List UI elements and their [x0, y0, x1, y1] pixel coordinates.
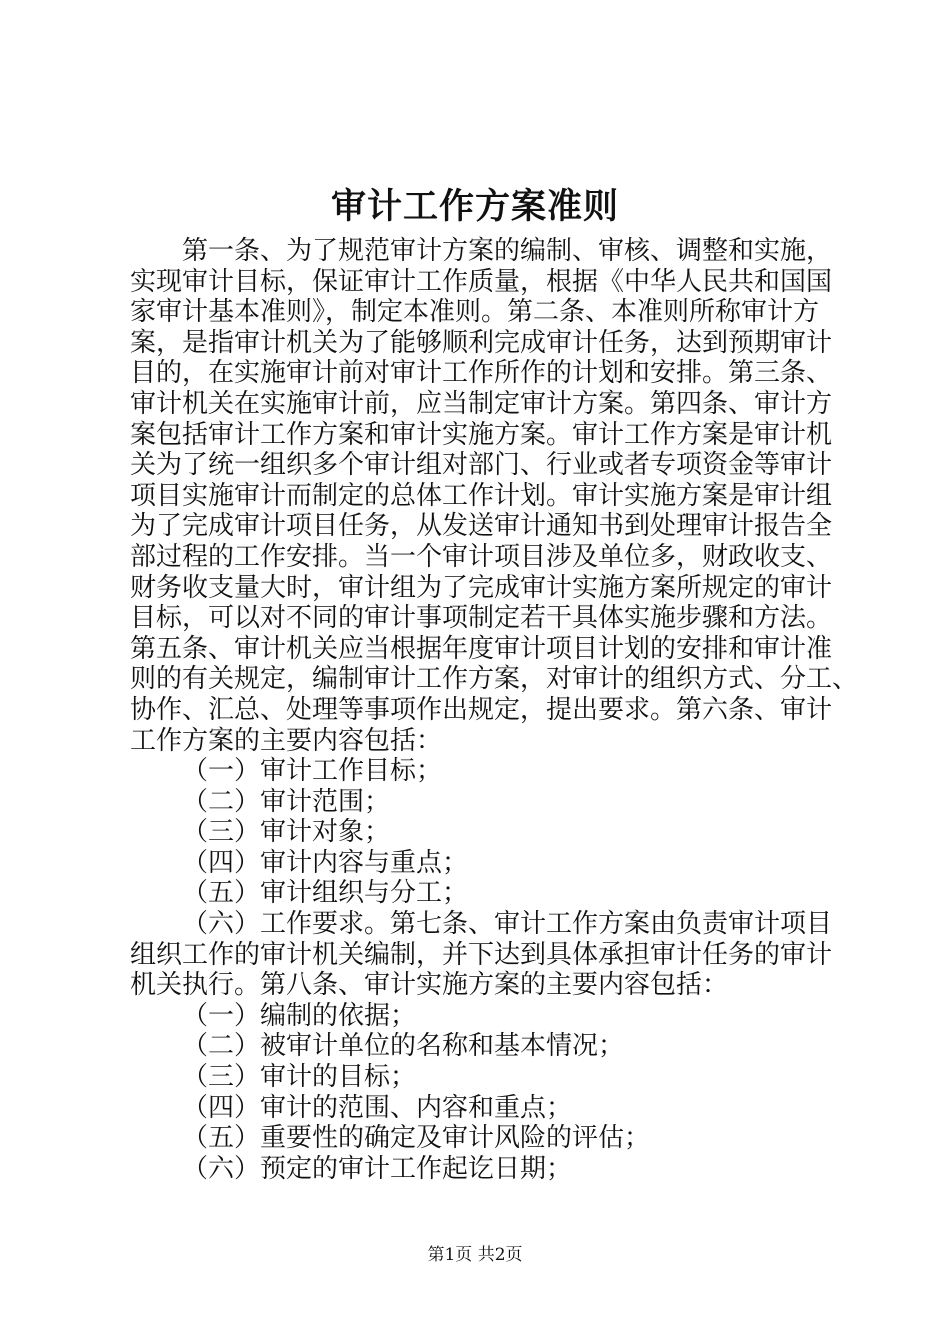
body-line: （一）审计工作目标； — [182, 756, 443, 787]
body-line: 关为了统一组织多个审计组对部门、行业或者专项资金等审计 — [130, 450, 833, 481]
body-line: （一）编制的依据； — [182, 1000, 417, 1031]
body-line: （三）审计的目标； — [182, 1062, 417, 1093]
body-line: 审计机关在实施审计前，应当制定审计方案。第四条、审计方 — [130, 388, 833, 419]
body-line: 第五条、审计机关应当根据年度审计项目计划的安排和审计准 — [130, 633, 833, 664]
body-line: 目的，在实施审计前对审计工作所作的计划和安排。第三条、 — [130, 358, 833, 389]
body-line: （四）审计的范围、内容和重点； — [182, 1092, 573, 1123]
body-line: 部过程的工作安排。当一个审计项目涉及单位多，财政收支、 — [130, 541, 833, 572]
body-line: 协作、汇总、处理等事项作出规定，提出要求。第六条、审计 — [130, 694, 833, 725]
body-line: （六）工作要求。第七条、审计工作方案由负责审计项目 — [182, 909, 833, 940]
document-body — [130, 236, 859, 1184]
document-title: 审计工作方案准则 — [330, 186, 619, 227]
body-line: 实现审计目标，保证审计工作质量，根据《中华人民共和国国 — [130, 266, 833, 297]
body-line: （四）审计内容与重点； — [182, 847, 469, 878]
body-line: （二）审计范围； — [182, 786, 391, 817]
body-line: 案，是指审计机关为了能够顺利完成审计任务，达到预期审计 — [130, 327, 833, 358]
body-line: 则的有关规定，编制审计工作方案，对审计的组织方式、分工、 — [130, 664, 859, 695]
body-line: 组织工作的审计机关编制，并下达到具体承担审计任务的审计 — [130, 939, 833, 970]
body-line: 机关执行。第八条、审计实施方案的主要内容包括： — [130, 970, 729, 1001]
body-line: 为了完成审计项目任务，从发送审计通知书到处理审计报告全 — [130, 511, 833, 542]
page-footer: 第1页 共2页 — [427, 1245, 523, 1265]
body-line: 第一条、为了规范审计方案的编制、审核、调整和实施， — [182, 236, 833, 266]
body-line: （五）重要性的确定及审计风险的评估； — [182, 1123, 651, 1154]
body-line: 目标，可以对不同的审计事项制定若干具体实施步骤和方法。 — [130, 603, 833, 634]
body-line: 项目实施审计而制定的总体工作计划。审计实施方案是审计组 — [130, 480, 833, 511]
body-line: 工作方案的主要内容包括： — [130, 725, 443, 756]
body-line: 案包括审计工作方案和审计实施方案。审计工作方案是审计机 — [130, 419, 833, 450]
body-line: （三）审计对象； — [182, 817, 391, 848]
body-line: （六）预定的审计工作起讫日期； — [182, 1153, 573, 1184]
body-line: 财务收支量大时，审计组为了完成审计实施方案所规定的审计 — [130, 572, 833, 603]
body-line: （五）审计组织与分工； — [182, 878, 469, 909]
body-line: 家审计基本准则》，制定本准则。第二条、本准则所称审计方 — [130, 297, 820, 328]
body-line: （二）被审计单位的名称和基本情况； — [182, 1031, 625, 1062]
